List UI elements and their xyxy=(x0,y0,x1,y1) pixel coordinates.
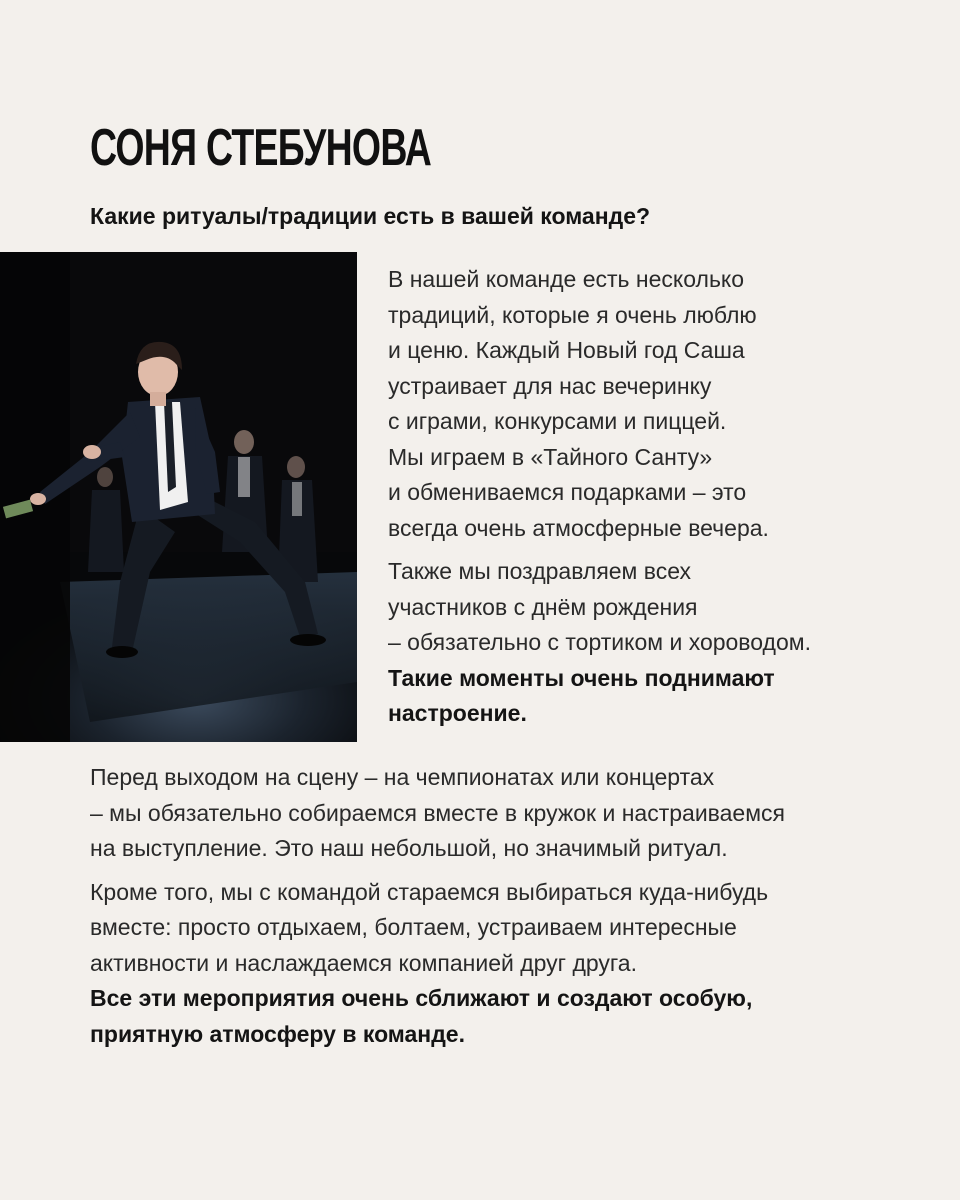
bottom-paragraph-2 xyxy=(90,875,940,1053)
side-text-column xyxy=(388,262,948,732)
photo-illustration xyxy=(0,252,357,742)
page-title: СОНЯ СТЕБУНОВА xyxy=(90,119,432,177)
side-paragraph-2 xyxy=(388,554,948,732)
text-line: Также мы поздравляем всех xyxy=(388,558,692,584)
text-line: с играми, конкурсами и пиццей. xyxy=(388,408,727,434)
dancer-photo xyxy=(0,252,357,742)
text-line: традиций, которые я очень люблю xyxy=(388,301,757,328)
text-line: вместе: просто отдыхаем, болтаем, устраиваем интересные xyxy=(90,914,737,940)
bold-text-line: приятную атмосферу в команде. xyxy=(90,1020,465,1047)
text-line: и обмениваемся подарками – это xyxy=(388,479,747,505)
text-line: активности и наслаждаемся компанией друг друга. xyxy=(90,949,637,976)
text-line: всегда очень атмосферные вечера. xyxy=(388,514,769,541)
bold-text-line: Все эти мероприятия очень сближают и создают особую, xyxy=(90,985,753,1011)
question-heading: Какие ритуалы/традиции есть в вашей команде? xyxy=(90,203,651,229)
text-line: – мы обязательно собираемся вместе в кружок и настраиваемся xyxy=(90,799,785,826)
text-line: Перед выходом на сцену – на чемпионатах или концертах xyxy=(90,764,715,790)
side-paragraph-1 xyxy=(388,262,948,546)
text-line: и ценю. Каждый Новый год Саша xyxy=(388,337,745,363)
bottom-paragraph-1 xyxy=(90,760,940,867)
text-line: на выступление. Это наш небольшой, но значимый ритуал. xyxy=(90,835,728,861)
text-line: В нашей команде есть несколько xyxy=(388,266,745,292)
bold-text-line: Такие моменты очень поднимают xyxy=(388,664,775,691)
text-line: участников с днём рождения xyxy=(388,593,698,620)
bold-text-line: настроение. xyxy=(388,700,527,726)
bottom-text-block xyxy=(90,760,940,1052)
text-line: Мы играем в «Тайного Санту» xyxy=(388,443,713,470)
text-line: – обязательно с тортиком и хороводом. xyxy=(388,629,811,655)
text-line: устраивает для нас вечеринку xyxy=(388,372,712,399)
text-line: Кроме того, мы с командой стараемся выбираться куда-нибудь xyxy=(90,878,769,905)
